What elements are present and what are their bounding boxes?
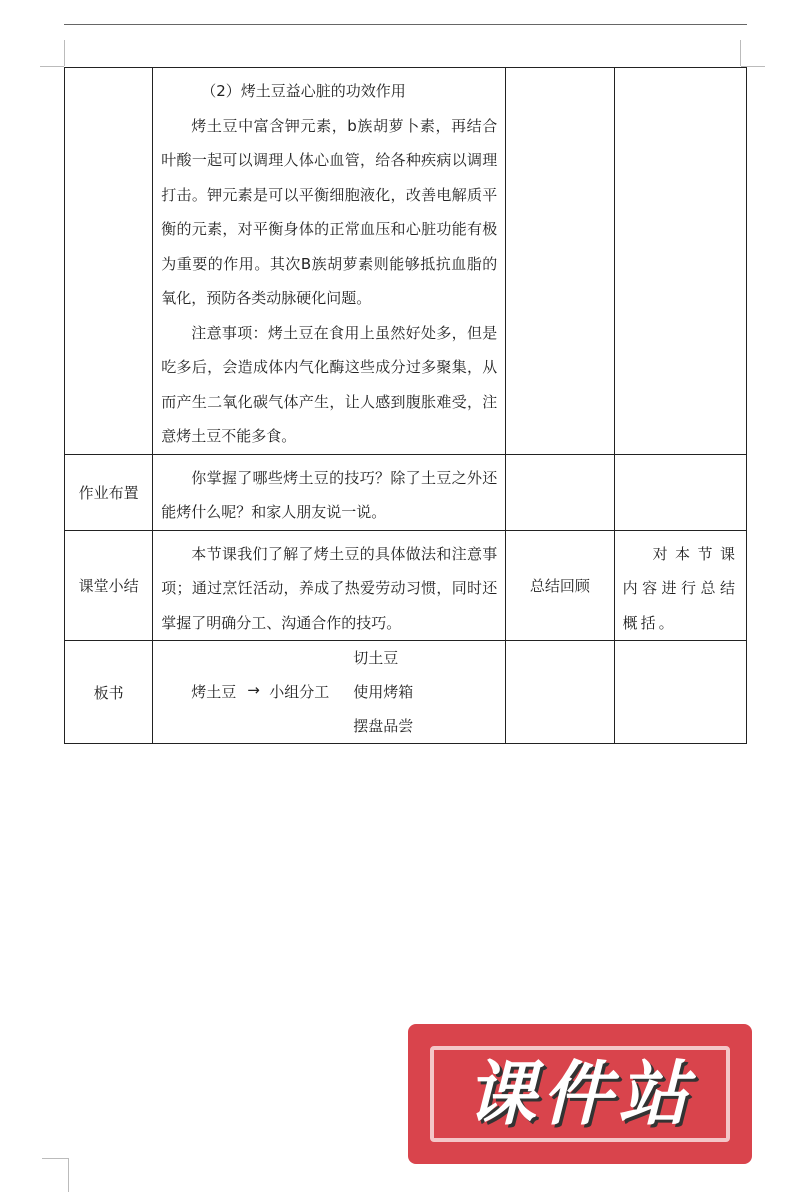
crop-mark [64,40,65,66]
lesson-plan-table [64,67,747,744]
table-row [65,641,747,744]
board-label: 板书 [65,641,153,744]
board-diagram [153,641,505,743]
paragraph: 注意事项：烤土豆在食用上虽然好处多，但是吃多后，会造成体内气化酶这些成分过多聚集，从而产生二氧化碳气体产生，让人感到腹胀难受，注意烤土豆不能多食。 [161,323,498,445]
intent-cell [614,530,746,641]
board-item: 使用烤箱 [353,683,414,701]
board-item: 摆盘品尝 [353,717,414,735]
content-cell [153,454,506,530]
intent-text: 对本节课内容进行总结概括。 [622,544,738,632]
board-root: 烤土豆 [191,683,237,701]
table-row [65,454,747,530]
crop-mark [68,1158,69,1192]
summary-label: 课堂小结 [65,530,153,641]
page-top-rule [64,24,747,25]
paragraph: 烤土豆中富含钾元素，b族胡萝卜素，再结合叶酸一起可以调理人体心血管，给各种疾病以调理打击。钾元素是可以平衡细胞液化，改善电解质平衡的元素，对平衡身体的正常血压和心脏功能有极为重要的作用。其次B族胡萝素则能够抵抗血脂的氧化，预防各类动脉硬化问题。 [161,116,498,307]
crop-mark [740,40,741,66]
intent-cell-empty [614,454,746,530]
table-row [65,68,747,455]
board-item: 切土豆 [353,649,399,667]
crop-mark [42,1158,68,1159]
table-row [65,530,747,641]
activity-cell-empty [506,454,614,530]
content-cell [153,68,506,455]
activity-cell-empty [506,641,614,744]
label-cell-empty [65,68,153,455]
arrow-icon: → [247,681,260,699]
intent-cell-empty [614,641,746,744]
homework-text: 你掌握了哪些烤土豆的技巧？除了土豆之外还能烤什么呢？和家人朋友说一说。 [161,468,498,521]
watermark-stamp [408,1024,752,1164]
intent-cell-empty [614,68,746,455]
student-activity: 总结回顾 [506,530,614,641]
board-middle: 小组分工 [269,683,330,701]
board-cell [153,641,506,744]
section-heading: （2）烤土豆益心脏的功效作用 [201,82,406,100]
summary-text: 本节课我们了解了烤土豆的具体做法和注意事项；通过烹饪活动，养成了热爱劳动习惯，同时还掌握了明确分工、沟通合作的技巧。 [161,544,498,632]
watermark-text: 课件站 [466,1053,694,1135]
homework-label: 作业布置 [65,454,153,530]
crop-mark [40,66,64,67]
content-cell [153,530,506,641]
activity-cell-empty [506,68,614,455]
